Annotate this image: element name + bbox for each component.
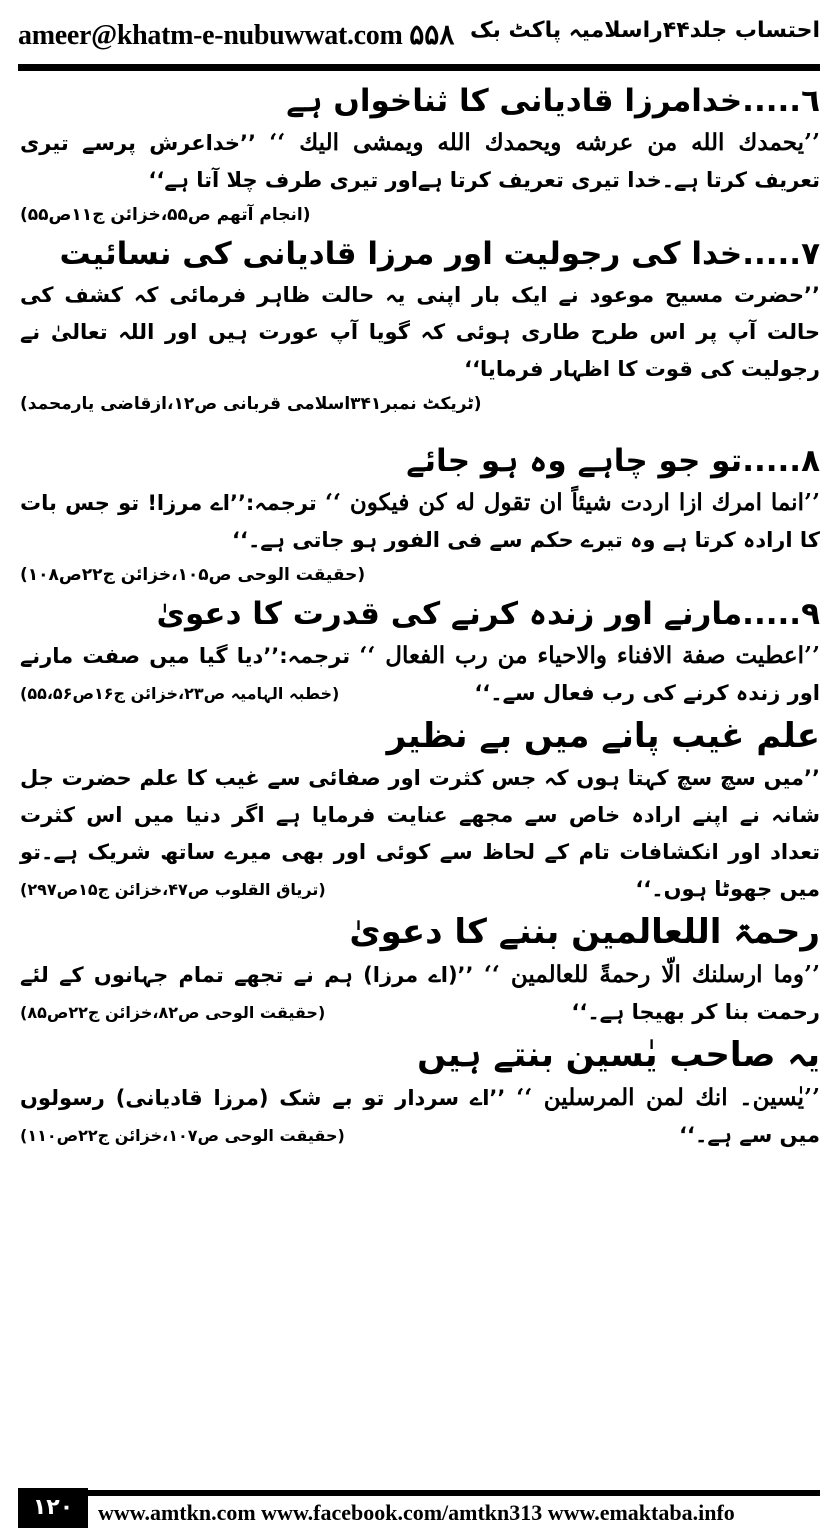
header-email-and-page (18, 18, 454, 52)
reference: (حقیقت الوحی ص۸۲،خزائن ج۲۲ص۸۵) (20, 1003, 326, 1022)
arabic-quote: ’’انما امرك ازا اردت شیئاً ان تقول له کن فیکون ‘‘ (325, 489, 820, 516)
arabic-quote: ’’اعطیت صفة الافناء والاحیاء من رب الفعال ‘‘ (359, 642, 820, 669)
reference: (حقیقت الوحی ص۱۰۵،خزائن ج۲۲ص۱۰۸) (20, 565, 366, 585)
urdu-text: ’’اے سردار تو بے شک (مرزا قادیانی) رسولوں میں سے ہے۔‘‘ (20, 1086, 820, 1147)
urdu-text: ترجمہ:’’اے مرزا! تو جس بات کا ارادہ کرتا ہے وہ تیرے حکم سے فی الفور ہو جاتی ہے۔‘‘ (20, 491, 820, 552)
reference: (تریاق القلوب ص۴۷،خزائن ج۱۵ص۲۹۷) (20, 880, 326, 899)
section-heading: ٨.....تو جو چاہے وہ ہو جائے (406, 443, 820, 479)
section-rahmat (20, 908, 820, 1031)
section-body (20, 1079, 820, 1154)
reference: (حقیقت الوحی ص۱۰۷،خزائن ج۲۲ص۱۱۰) (20, 1126, 345, 1145)
section-heading: ٧.....خدا کی رجولیت اور مرزا قادیانی کی نسائیت (59, 236, 820, 272)
page-content (20, 78, 820, 1154)
section-ilm-ghaib (20, 712, 820, 908)
section-heading: رحمۃ اللعالمین بننے کا دعویٰ (349, 912, 820, 952)
section-body (20, 956, 820, 1031)
section-body (20, 637, 820, 712)
urdu-text: ’’حضرت مسیح موعود نے ایک بار اپنی یہ حالت ظاہر فرمائی کہ کشف کی حالت آپ پر اس طرح طاری ہوئی کہ گویا آپ عورت ہیں اور اللہ تعالیٰ نے رجولیت کی قوت کا اظہار فرمایا‘‘ (20, 283, 820, 381)
page-footer (18, 1488, 820, 1528)
section-heading: ٩.....مارنے اور زندہ کرنے کی قدرت کا دعویٰ (156, 596, 820, 632)
section-heading: ٦.....خدامرزا قادیانی کا ثناخواں ہے (286, 83, 820, 119)
header-page-number: ۵۵۸ (409, 20, 455, 51)
section-7 (20, 231, 820, 420)
header-rule (18, 64, 820, 71)
urdu-text: ’’میں سچ سچ کہتا ہوں کہ جس کثرت اور صفائی سے غیب کا علم حضرت جل شانہ نے اپنے ارادہ خاص سے مجھے عنایت فرمایا ہے اگر دنیا میں اس کثرت تعداد اور انکشافات تام کے لحاظ سے کوئی اور بھی میرے ساتھ شریک ہے۔تو میں جھوٹا ہوں۔‘‘ (20, 766, 820, 901)
page-header (18, 10, 820, 60)
section-body (20, 124, 820, 199)
urdu-text: ترجمہ:’’دیا گیا میں صفت مارنے اور زندہ کرنے کی رب فعال سے۔‘‘ (20, 644, 820, 705)
section-body (20, 277, 820, 388)
section-6 (20, 78, 820, 231)
footer-urls: www.amtkn.com www.facebook.com/amtkn313 www.emaktaba.info (98, 1500, 735, 1525)
section-heading: علم غیب پانے میں بے نظیر (386, 716, 820, 756)
urdu-text: ’’خداعرش پرسے تیری تعریف کرتا ہے۔خدا تیری تعریف کرتا ہےاور تیری طرف چلا آتا ہے‘‘ (20, 131, 820, 192)
section-yaseen (20, 1031, 820, 1154)
section-8 (20, 438, 820, 591)
section-9 (20, 591, 820, 712)
reference: (انجام آتھم ص۵۵،خزائن ج۱۱ص۵۵) (20, 205, 311, 225)
footer-page-number: ۱۲۰ (18, 1488, 88, 1528)
reference: (خطبہ الہامیہ ص۲۳،خزائن ج۱۶ص۵۵،۵۶) (20, 684, 340, 703)
section-heading: یہ صاحب یٰسین بنتے ہیں (417, 1035, 820, 1075)
header-book-title: احتساب جلد۴۴راسلامیہ پاکٹ بک (470, 18, 820, 43)
arabic-quote: ’’یحمدك الله من عرشه ویحمدك الله ویمشی الیك ‘‘ (269, 129, 820, 156)
urdu-text: ’’(اے مرزا) ہم نے تجھے تمام جہانوں کے لئے رحمت بنا کر بھیجا ہے۔‘‘ (20, 963, 820, 1024)
arabic-quote: ’’یٰسین۔ انك لمن المرسلین ‘‘ (516, 1084, 820, 1111)
section-body (20, 760, 820, 908)
arabic-quote: ’’وما ارسلنك الّا رحمةً للعالمین ‘‘ (483, 961, 821, 988)
reference: (ٹریکٹ نمبر۳۴۱اسلامی قربانی ص۱۲،ازقاضی یارمحمد) (20, 394, 482, 414)
header-email: ameer@khatm-e-nubuwwat.com (18, 20, 403, 51)
section-body (20, 484, 820, 559)
footer-rule (88, 1490, 820, 1496)
